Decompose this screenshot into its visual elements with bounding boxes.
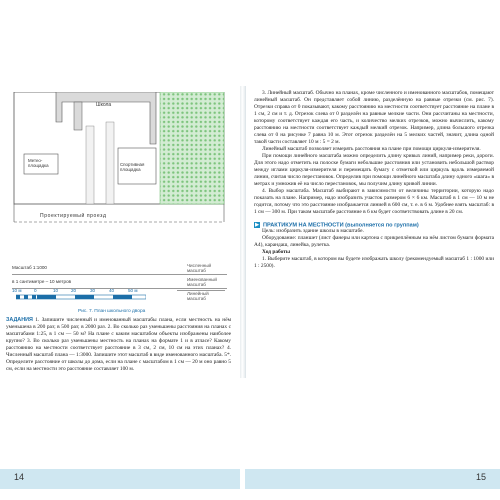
page-number-right: 15: [475, 472, 486, 482]
numeric-scale-note: Численный масштаб: [187, 263, 212, 273]
right-page: [245, 86, 500, 378]
label-road: Проектируемый проезд: [40, 213, 107, 219]
tasks-label: ЗАДАНИЯ: [6, 317, 33, 323]
footpath: [86, 126, 94, 204]
practicum-equipment: Оборудование: планшет (лист фанеры или картона с прикреплённым на нём листом бумаги формата А4), карандаш, линейка, рулетка.: [254, 235, 494, 249]
school-yard-plan: [10, 92, 230, 242]
left-footer: [0, 469, 240, 489]
right-footer: [245, 469, 500, 489]
scale-tick: 20: [71, 288, 77, 293]
figure-caption: Рис. 7. План школьного двора: [78, 309, 146, 314]
named-scale-note: Именованный масштаб: [187, 277, 217, 287]
linear-scale-bar: [16, 294, 146, 301]
school-wing: [74, 102, 82, 130]
scale-tick: 40: [109, 288, 115, 293]
paragraph-curves: При помощи линейного масштаба можно определить длину кривых линий, например реки, дороги. Для этого надо отметить на полоске бумаги небольшие расстояния или установить небольшой раствор между иглами циркуля-измерителя и перемещать бумагу с отметкой или циркуль вдоль измеряемой линии, считая число перестановок. Определив при помощи линейного масштаба длину одного «шага» в метрах и умножив её на число перестановок, мы получим длину кривой линии.: [254, 153, 494, 187]
page-number-left: 14: [14, 472, 25, 482]
scale-tick: 10: [53, 288, 59, 293]
scale-legend: [12, 263, 227, 301]
tasks-block: [6, 317, 231, 373]
paragraph-measure: Линейный масштаб позволяет измерять расстояния на плане при помощи циркуля-измерителя.: [262, 146, 481, 152]
practicum-step-1: 1. Выберите масштаб, в котором вы будете изображать школу (рекомендуемый масштаб 1 : 1000 или 1 : 2500).: [254, 256, 494, 270]
numeric-scale: Масштаб 1:1000: [12, 265, 47, 270]
label-school: Школа: [96, 102, 112, 108]
label-meteo: Метео-площадка: [28, 158, 49, 168]
footpath: [106, 122, 114, 204]
tasks-text: 1. Запишите численный и именованный масштабы плана, если местность на нём уменьшена в 200 раз; в 500 раз; в 2000 раз. 2. Во сколько раз уменьшены расстояния на планах с масштабами 1:25, в 1 см — 50 м? На плане с каким масштабом объекты изображены наиболее крупно? 3. Во сколько раз уменьшены местность на планах на формате 1 и в атласе? Какому расстоянию на местности соответствует расстояние в 3 см, 2 см, 10 см на этих планах? 4. Численный масштаб плана — 1:3000. Запишите этот масштаб в виде именованного масштаба. 5*. Определите расстояние от школы до дома, если на плане с масштабом в 1 см — 20 м оно равно 5 см, если на местности это расстояние составляет 100 м.: [6, 317, 231, 372]
practicum-goal: Цель: изобразить здание школы в масштабе.: [262, 228, 364, 235]
garden-area: [160, 92, 224, 204]
scale-tick: 0: [34, 288, 37, 293]
left-page: [0, 86, 241, 378]
scale-tick: 50 м: [128, 288, 138, 293]
practicum-icon: ▶: [255, 222, 259, 228]
paragraph-linear-scale: 3. Линейный масштаб. Обычно на планах, кроме численного и именованного масштабов, помещают линейный масштаб. Он представляет собой линию, разделённую на равные отрезки (см. рис. 7). Отрезки справа от 0 показывают, какому расстоянию на местности соответствует расстояние на плане в 1 см, 2 см и т. д. Отрезок слева от 0 разделён на равные мелкие части. Они рассчитаны на местности, которому соответствует каждая его часть, и количество мелких отрезков, можно вычислить, какому расстоянию на местности соответствует каждый мелкий отрезок. Например, длина большого отрезка слева от 0 на рисунке 7 равна 10 м. Этот отрезок разделён на 5 мелких частей, значит, длина одной такой части составляет 10 м : 5 = 2 м.: [254, 90, 494, 145]
paragraph-choose-scale: 4. Выбор масштаба. Масштаб выбирают в зависимости от величины территории, которую надо показать на плане. Например, надо изобразить участок размером 6 × 6 км. Масштаб в 1 см — 10 м не годится, потому что это расстояние изображается линией в 600 см, т. е. в 6 м. Удобнее взять масштаб: в 1 см — 300 м. При таком масштабе расстояние в 6 км будет соответствовать длине в 20 см.: [254, 188, 494, 215]
plan-drawing: [10, 92, 230, 257]
right-text-column: [254, 90, 494, 270]
practicum-steps-title: Ход работы: [262, 249, 291, 256]
named-scale: в 1 сантиметре – 10 метров: [12, 279, 72, 284]
label-sport: Спортивная площадка: [120, 162, 145, 172]
scale-tick: 30: [90, 288, 96, 293]
linear-scale-note: Линейный масштаб: [187, 291, 209, 301]
practicum-title: ПРАКТИКУМ НА МЕСТНОСТИ (выполняется по группам): [263, 222, 419, 229]
scale-tick: 10 м: [12, 288, 22, 293]
legend-numeric: [12, 263, 227, 275]
